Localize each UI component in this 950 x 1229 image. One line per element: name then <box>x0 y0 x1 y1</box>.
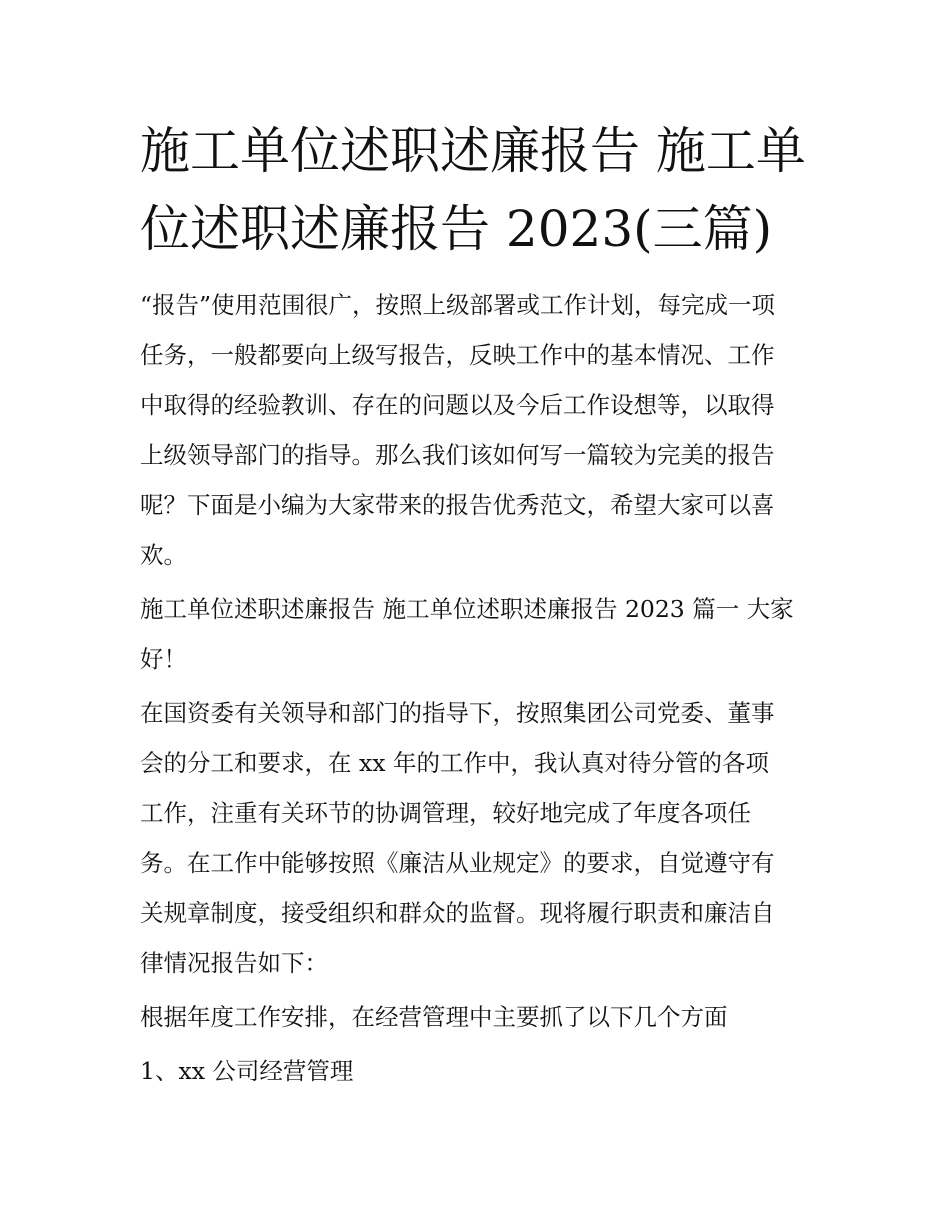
text-line: 呢？下面是小编为大家带来的报告优秀范文，希望大家可以喜 <box>140 491 775 519</box>
text-line: 上级领导部门的指导。那么我们该如何写一篇较为完美的报告 <box>140 441 775 469</box>
title-line: 位述职述廉报告 2023(三篇) <box>140 200 773 258</box>
paragraph <box>140 584 840 684</box>
text-line: 好！ <box>140 645 187 673</box>
paragraph <box>140 688 840 988</box>
paragraph <box>140 992 840 1042</box>
paragraph <box>140 280 840 580</box>
paragraph <box>140 1046 840 1096</box>
text-line: 会的分工和要求，在 xx 年的工作中，我认真对待分管的各项 <box>140 749 769 777</box>
text-line: 根据年度工作安排，在经营管理中主要抓了以下几个方面 <box>140 1003 728 1031</box>
text-line: 任务，一般都要向上级写报告，反映工作中的基本情况、工作 <box>140 341 775 369</box>
text-line: 在国资委有关领导和部门的指导下，按照集团公司党委、董事 <box>140 699 775 727</box>
document-body <box>140 280 840 1100</box>
document-title <box>140 112 840 268</box>
text-line: 1、xx 公司经营管理 <box>140 1057 354 1085</box>
text-line: 欢。 <box>140 541 187 569</box>
title-line: 施工单位述职述廉报告 施工单 <box>140 122 806 180</box>
text-line: 施工单位述职述廉报告 施工单位述职述廉报告 2023 篇一 大家 <box>140 595 794 623</box>
text-line: 中取得的经验教训、存在的问题以及今后工作设想等，以取得 <box>140 391 775 419</box>
text-line: “报告”使用范围很广，按照上级部署或工作计划，每完成一项 <box>140 291 776 319</box>
text-line: 务。在工作中能够按照《廉洁从业规定》的要求，自觉遵守有 <box>140 849 775 877</box>
text-line: 律情况报告如下： <box>140 949 328 977</box>
text-line: 关规章制度，接受组织和群众的监督。现将履行职责和廉洁自 <box>140 899 775 927</box>
text-line: 工作，注重有关环节的协调管理，较好地完成了年度各项任 <box>140 799 751 827</box>
